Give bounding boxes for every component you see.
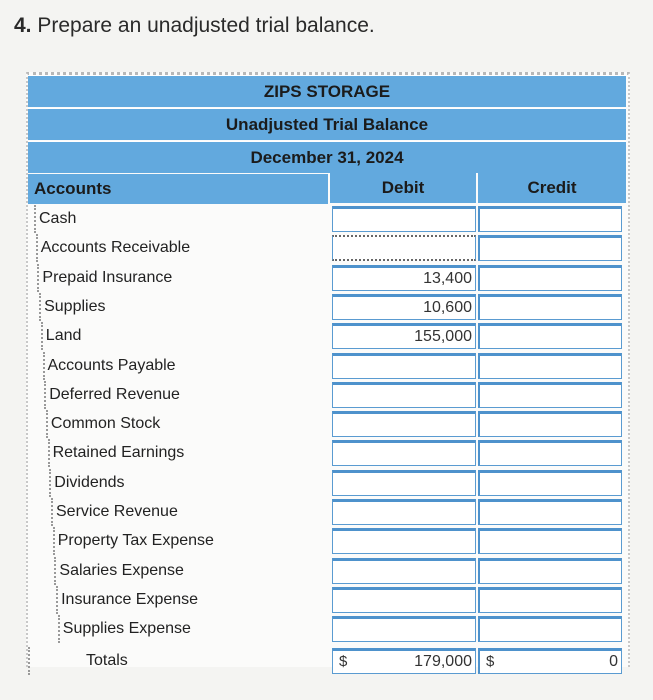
table-row [28,557,626,585]
credit-input[interactable] [478,558,622,584]
credit-column-header: Credit [478,173,626,203]
accounts-column-header: Accounts [28,174,328,204]
debit-input[interactable]: 13,400 [332,265,476,291]
debit-input[interactable] [332,382,476,408]
table-row [28,439,626,467]
account-name: Supplies [39,293,329,321]
table-row [28,352,626,380]
report-date: December 31, 2024 [28,141,626,173]
debit-input[interactable] [332,528,476,554]
account-name: Common Stock [46,410,336,438]
account-name: Dividends [49,469,339,497]
debit-input[interactable]: 10,600 [332,294,476,320]
debit-input[interactable] [332,616,476,642]
credit-input[interactable] [478,411,622,437]
debit-input[interactable] [332,470,476,496]
credit-total [478,648,622,674]
credit-input[interactable] [478,265,622,291]
table-row [28,410,626,438]
account-name: Prepaid Insurance [37,264,327,292]
account-name: Retained Earnings [48,439,338,467]
credit-input[interactable] [478,499,622,525]
question-number: 4. [14,14,32,37]
table-row [28,322,626,350]
account-name: Property Tax Expense [53,527,343,555]
credit-input[interactable] [478,440,622,466]
credit-input[interactable] [478,323,622,349]
credit-total-dollar-sign: $ [486,653,495,670]
debit-total-value: 179,000 [414,652,472,670]
credit-input[interactable] [478,470,622,496]
account-name: Land [41,322,331,350]
debit-input[interactable] [332,499,476,525]
table-row [28,234,626,262]
table-row [28,527,626,555]
table-row [28,469,626,497]
debit-input[interactable]: 155,000 [332,323,476,349]
table-row [28,293,626,321]
debit-input[interactable] [332,587,476,613]
credit-total-value: 0 [609,652,618,670]
table-row [28,264,626,292]
credit-input[interactable] [478,616,622,642]
question-heading [14,14,375,38]
credit-input[interactable] [478,528,622,554]
account-name: Accounts Receivable [36,234,326,262]
account-name: Deferred Revenue [44,381,334,409]
table-row [28,498,626,526]
debit-input[interactable] [332,411,476,437]
totals-row [28,647,626,675]
trial-balance-worksheet [26,72,630,670]
account-name: Cash [34,205,324,233]
debit-input[interactable] [332,206,476,232]
credit-input[interactable] [478,587,622,613]
credit-input[interactable] [478,206,622,232]
account-name: Insurance Expense [56,586,346,614]
account-name: Supplies Expense [58,615,348,643]
debit-total-dollar-sign: $ [339,653,348,670]
debit-column-header: Debit [330,173,476,203]
debit-input[interactable] [332,235,476,261]
table-row [28,381,626,409]
debit-total [332,648,476,674]
totals-label: Totals [28,647,318,675]
credit-input[interactable] [478,353,622,379]
table-row [28,205,626,233]
account-name: Salaries Expense [54,557,344,585]
account-name: Accounts Payable [43,352,333,380]
report-title: Unadjusted Trial Balance [28,108,626,140]
table-row [28,615,626,643]
company-name: ZIPS STORAGE [28,75,626,107]
debit-input[interactable] [332,558,476,584]
credit-input[interactable] [478,382,622,408]
credit-input[interactable] [478,235,622,261]
table-row [28,586,626,614]
debit-input[interactable] [332,440,476,466]
account-name: Service Revenue [51,498,341,526]
credit-input[interactable] [478,294,622,320]
debit-input[interactable] [332,353,476,379]
question-text: Prepare an unadjusted trial balance. [37,14,375,37]
